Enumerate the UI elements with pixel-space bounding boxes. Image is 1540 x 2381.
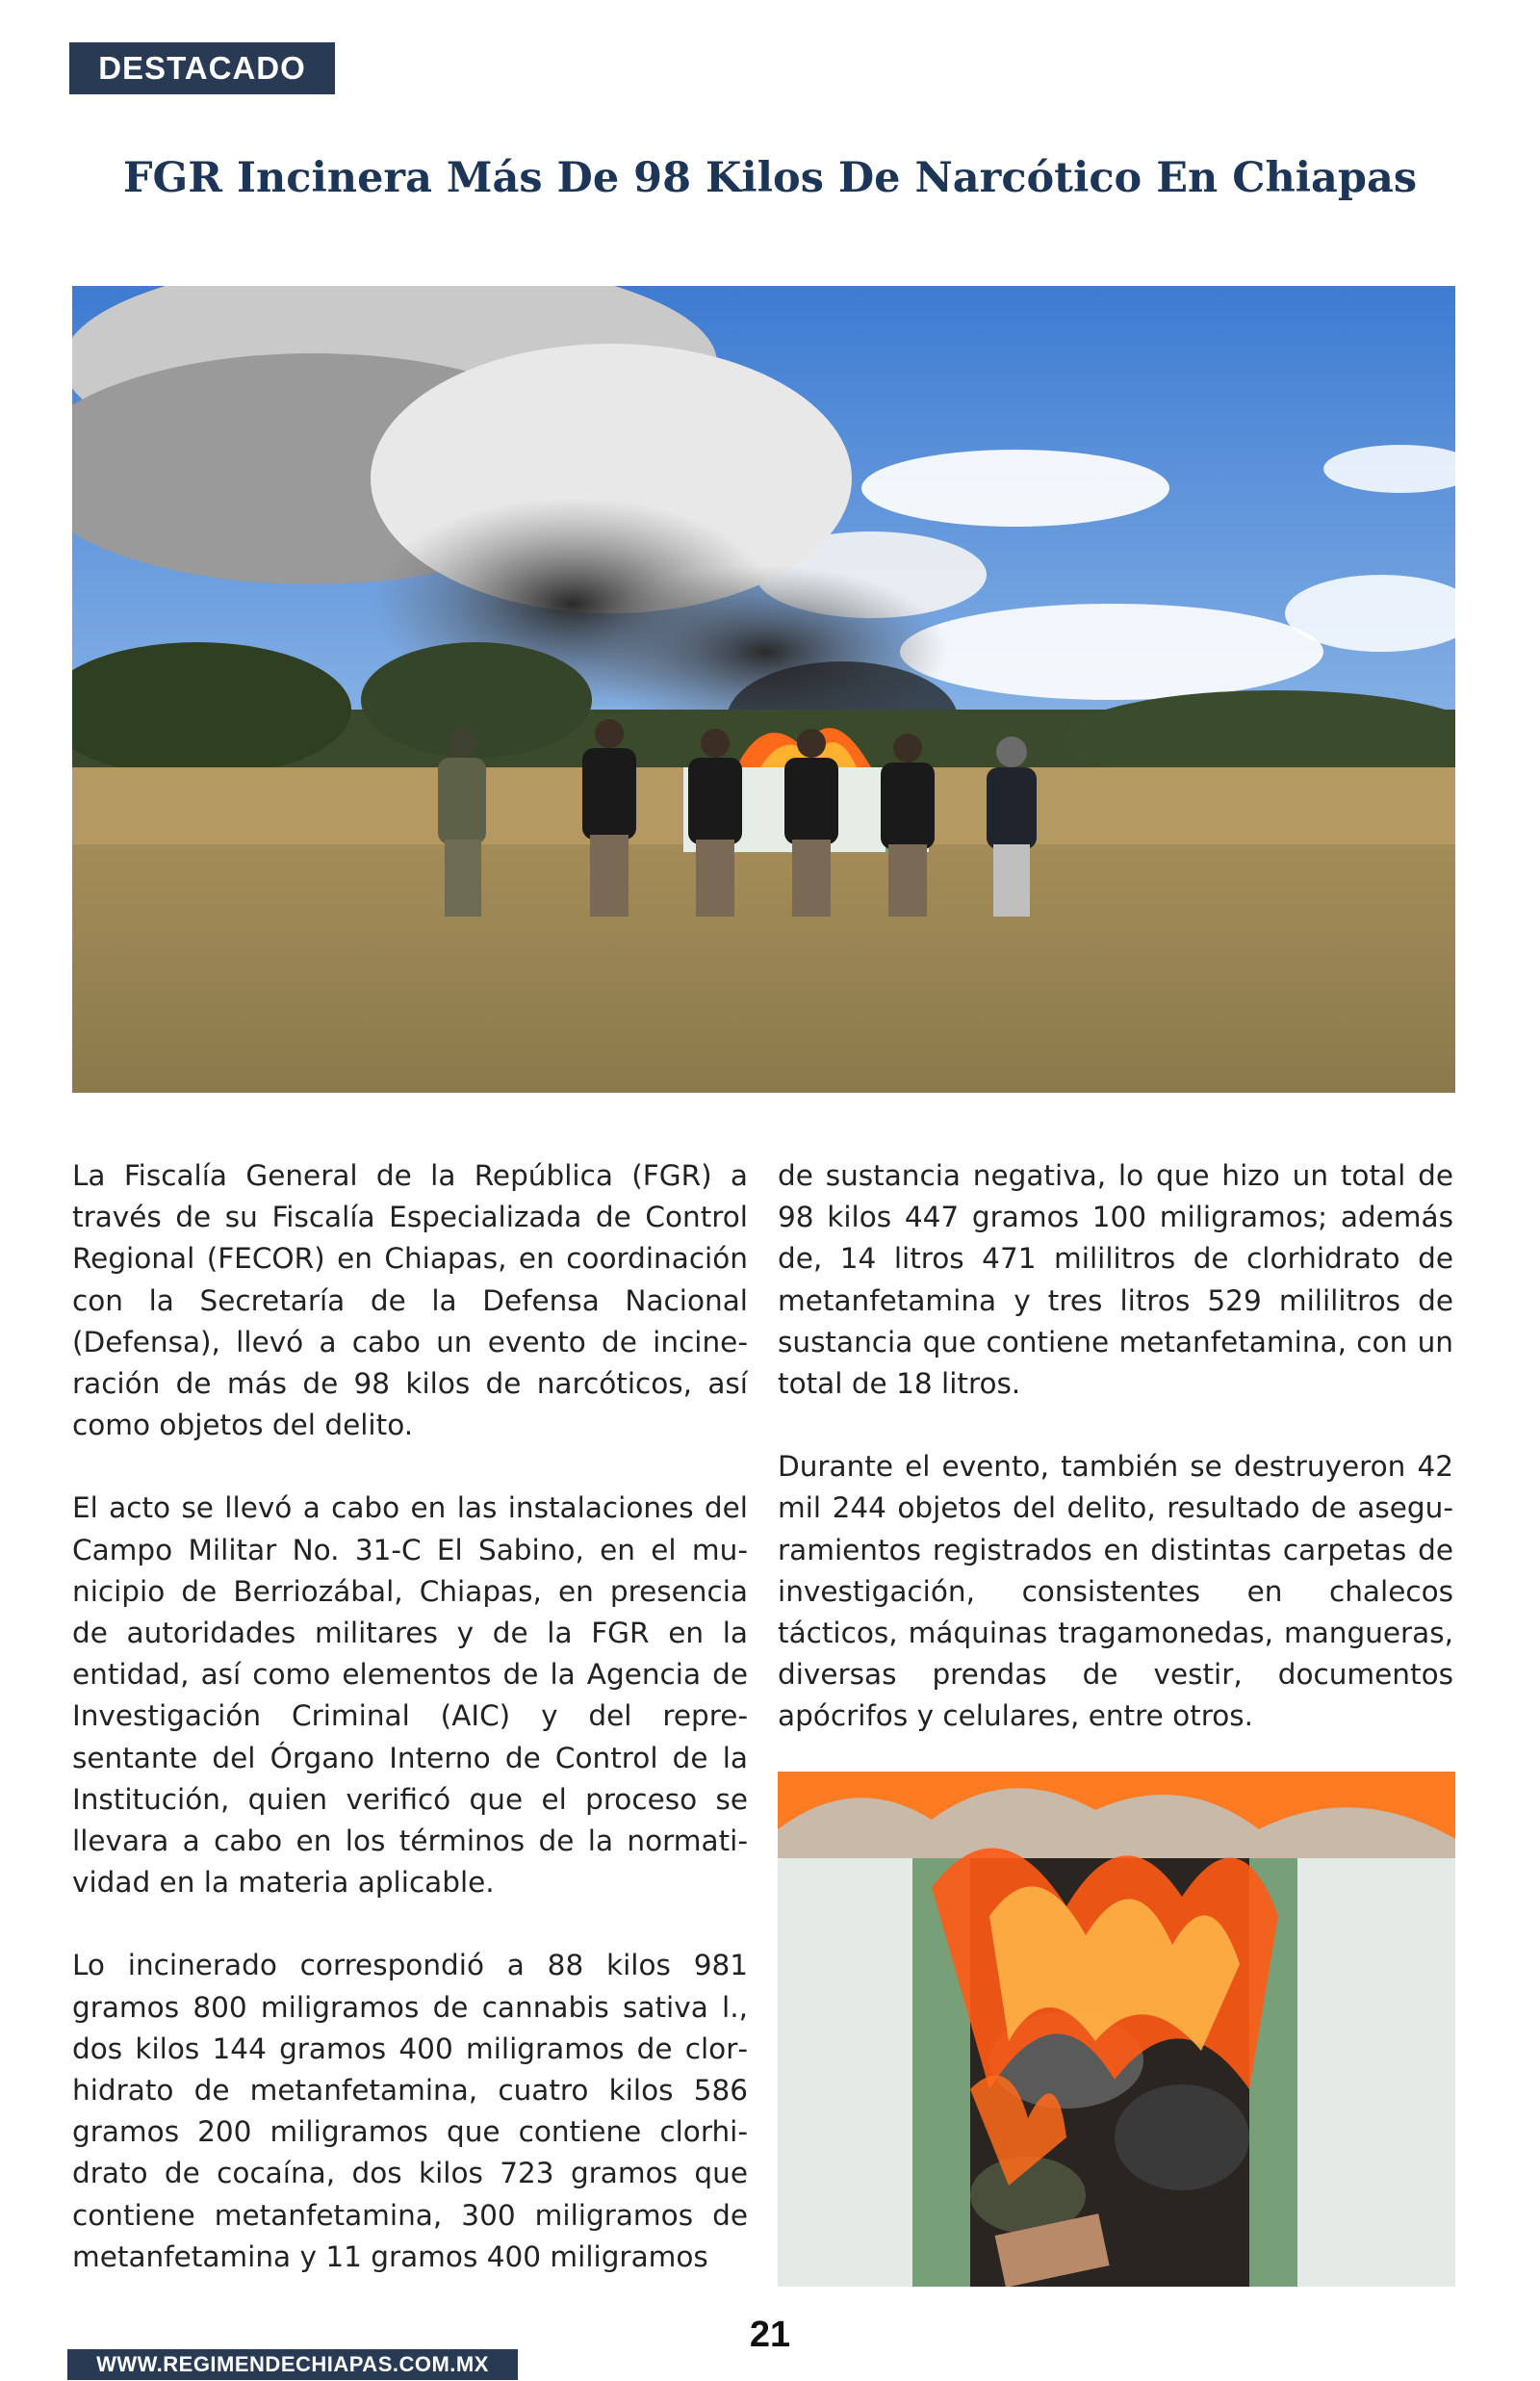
footer-url[interactable]: WWW.REGIMENDECHIAPAS.COM.MX [67,2349,518,2380]
paragraph: El acto se llevó a cabo en las instalaciones del Campo Militar No. 31-C El Sabino, en el municipio de Berriozábal, Chiapas, en presencia de autoridades militares y de la FGR en la entidad, así como elementos de la Agencia de Investigación Criminal (AIC) y del representante del Órgano Interno de Control de la Institución, quien verificó que el proceso se llevara a cabo en los términos de la normatividad en la materia aplicable. [72,1491,748,1900]
article-left-column [72,1155,748,2284]
paragraph: La Fiscalía General de la República (FGR) a través de su Fiscalía Especializada de Control Regional (FECOR) en Chiapas, en coordinación con la Secretaría de la Defensa Nacional (Defensa), llevó a cabo un evento de incineración de más de 98 kilos de narcóticos, así como objetos del delito. [72,1159,748,1442]
article-right-column [778,1155,1453,1772]
burning-objects-image [778,1772,1455,2287]
fire-photo [778,1772,1455,2287]
paragraph: Lo incinerado correspondió a 88 kilos 981 gramos 800 miligramos de cannabis sativa l., dos kilos 144 gramos 400 miligramos de clorhidrato de metanfetamina, cuatro kilos 586 gramos 200 miligramos que contiene clorhidrato de cocaína, dos kilos 723 gramos que contiene metanfetamina, 300 miligramos de metanfetamina y 11 gramos 400 miligramos [72,1949,748,2273]
section-tag: DESTACADO [69,42,335,94]
page-number: 21 [749,2315,791,2355]
paragraph: Durante el evento, también se destruyeron 42 mil 244 objetos del delito, resultado de aseguramientos registrados en distintas carpetas de investigación, consistentes en chalecos tácticos, máquinas tragamonedas, mangueras, diversas prendas de vestir, documentos apócrifos y celulares, entre otros. [778,1450,1453,1733]
headline: FGR Incinera Más De 98 Kilos De Narcótico En Chiapas [122,154,1418,202]
paragraph: de sustancia negativa, lo que hizo un total de 98 kilos 447 gramos 100 miligramos; además de, 14 litros 471 mililitros de clorhidrato de metanfetamina y tres litros 529 mililitros de sustancia que contiene metanfetamina, con un total de 18 litros. [778,1159,1453,1401]
incineration-scene-image [72,286,1455,1093]
main-photo [72,286,1455,1093]
